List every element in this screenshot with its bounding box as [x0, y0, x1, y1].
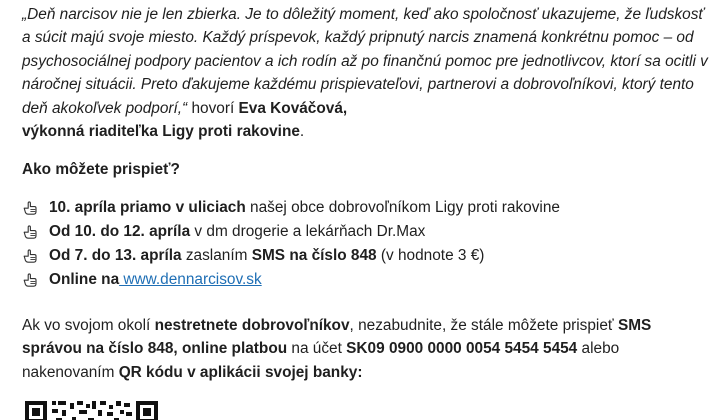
list-item-rest: (v hodnote 3 €) [376, 247, 485, 264]
hand-pointing-icon [22, 272, 38, 288]
closing-text: na účet [287, 340, 347, 358]
list-item [22, 220, 712, 244]
hand-pointing-icon [22, 224, 38, 240]
quote-attribution-verb: hovorí [187, 99, 239, 117]
list-item-rest: našej obce dobrovoľníkom Ligy proti rakovine [245, 199, 560, 216]
closing-bold: nestretnete dobrovoľníkov [154, 317, 350, 334]
list-item-bold: SMS na číslo 848 [251, 247, 377, 264]
closing-paragraph [22, 314, 712, 384]
closing-bold: SMS správou na číslo 848, online platbou [22, 317, 652, 358]
website-link[interactable]: www.dennarcisov.sk [119, 271, 262, 288]
list-item-text [49, 268, 262, 292]
quote-open-mark: „ [22, 6, 28, 23]
bank-account-number: SK09 0900 0000 0054 5454 5454 [346, 340, 578, 358]
list-item-text [49, 244, 484, 268]
hand-pointing-icon [22, 200, 38, 216]
list-item-bold: Online na [49, 271, 120, 288]
closing-text: alebo nakenovaním [22, 340, 620, 381]
contribution-list [22, 196, 712, 292]
list-item-bold: 10. apríla priamo v uliciach [49, 199, 246, 216]
list-item [22, 244, 712, 268]
document-page [22, 0, 712, 381]
quote-text: Deň narcisov nie je len zbierka. Je to dôležitý moment, keď ako spoločnosť ukazujeme, že ľudskosť a súcit majú svoje miesto. Každý príspevok, každý pripnutý narcis znamená konkrétnu pomoc – od psychosociálnej podpory pacientov a ich rodín až po finančnú pomoc pre jednotlivcov, ktorí sa ocitli v náročnej situácii. Preto ďakujeme každému prispievateľovi, partnerovi a dobrovoľníkovi, ktorý tento deň akokoľvek podporí,“ [22, 6, 708, 117]
qr-code [22, 398, 162, 420]
quote-speaker-title: výkonná riaditeľka Ligy proti rakovine [22, 123, 300, 141]
list-item-text [49, 196, 560, 220]
list-item-bold: Od 7. do 13. apríla [49, 247, 182, 264]
closing-text: , nezabudnite, že stále môžete prispieť [349, 317, 618, 334]
list-item-bold: Od 10. do 12. apríla [49, 223, 191, 240]
quote-speaker: Eva Kováčová, [238, 99, 348, 117]
list-item-text [49, 220, 425, 244]
quote-end: . [299, 123, 305, 141]
list-item-rest: v dm drogerie a lekárňach Dr.Max [190, 223, 426, 240]
list-item-rest: zaslaním [181, 247, 252, 264]
closing-text: Ak vo svojom okolí [22, 317, 155, 334]
list-item [22, 268, 712, 292]
closing-bold: QR kódu v aplikácii svojej banky: [118, 363, 363, 381]
quote-paragraph [22, 0, 712, 143]
list-item [22, 196, 712, 220]
hand-pointing-icon [22, 248, 38, 264]
section-heading: Ako môžete prispieť? [22, 161, 180, 178]
